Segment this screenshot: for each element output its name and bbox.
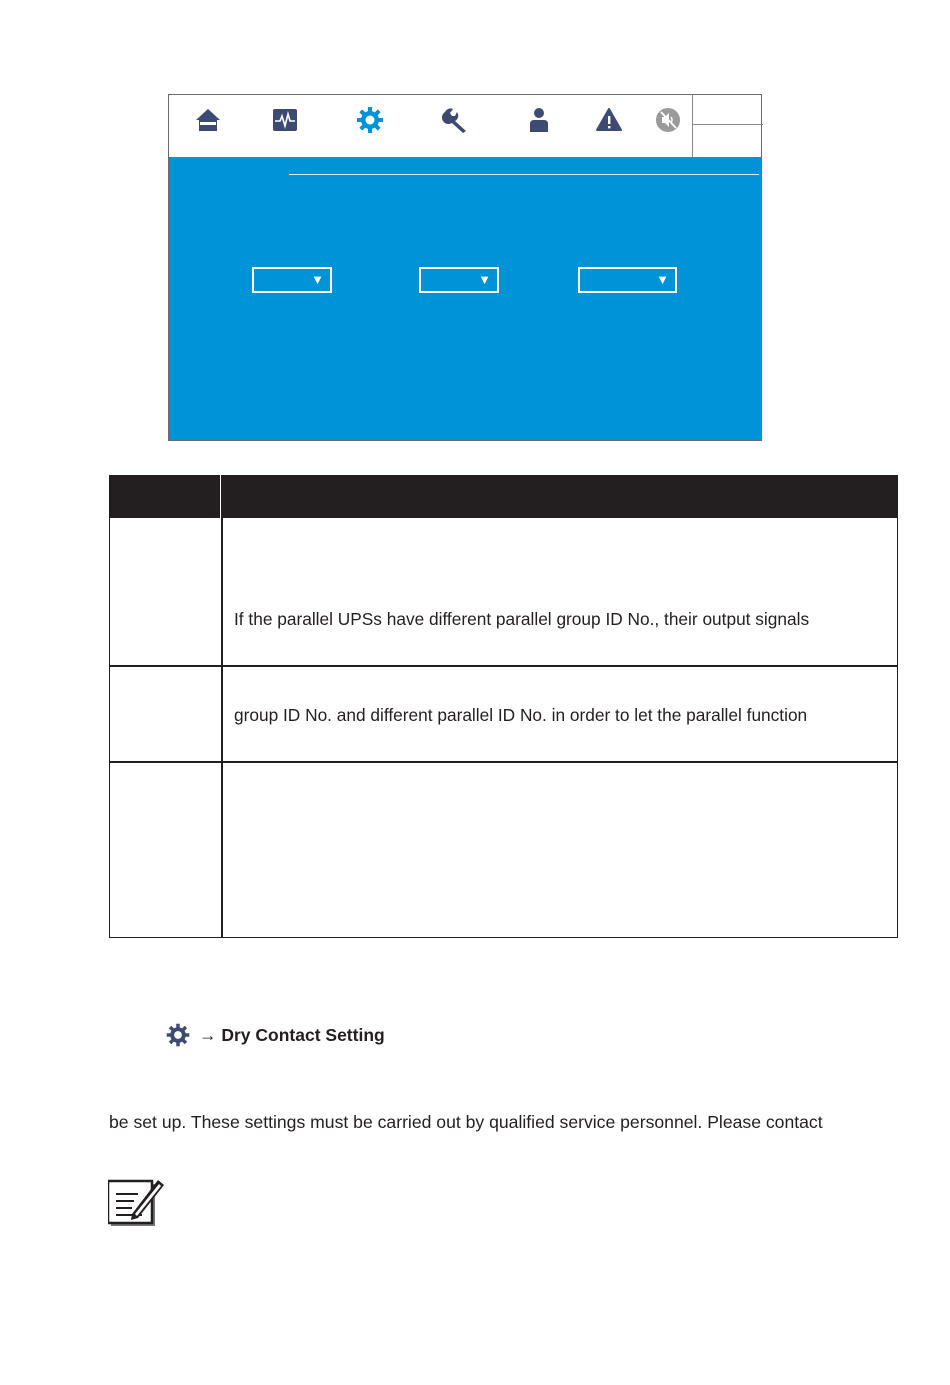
chevron-down-icon: ▼ (478, 272, 491, 287)
maintenance-icon[interactable] (440, 105, 470, 135)
lcd-screen (168, 94, 762, 441)
column-divider (221, 518, 223, 937)
dropdown-3[interactable] (578, 267, 677, 293)
table-body (109, 518, 898, 938)
settings-icon (165, 1022, 191, 1048)
table-row-2-text: group ID No. and different parallel ID No. in order to let the parallel function (234, 705, 808, 725)
user-icon[interactable] (524, 105, 554, 135)
dropdown-1[interactable] (252, 267, 332, 293)
settings-icon[interactable] (355, 105, 385, 135)
settings-table (109, 475, 898, 938)
row-divider (110, 761, 897, 763)
home-icon[interactable] (193, 105, 223, 135)
topbar-divider (692, 95, 693, 157)
note-icon (108, 1176, 168, 1228)
table-header (109, 475, 898, 518)
dropdown-2[interactable] (419, 267, 499, 293)
mute-icon[interactable] (653, 105, 683, 135)
topbar-divider-horizontal (693, 124, 763, 125)
section-title: → Dry Contact Setting (199, 1024, 385, 1045)
chevron-down-icon: ▼ (656, 272, 669, 287)
monitor-icon[interactable] (270, 105, 300, 135)
chevron-down-icon: ▼ (311, 272, 324, 287)
header-divider (220, 475, 221, 518)
body-paragraph: be set up. These settings must be carried out by qualified service personnel. Please contact (109, 1112, 823, 1132)
section-heading (165, 1020, 385, 1050)
top-navigation-bar (169, 95, 761, 157)
warning-icon[interactable] (594, 105, 624, 135)
settings-panel (169, 157, 761, 440)
table-row-1-text: If the parallel UPSs have different parallel group ID No., their output signals (234, 609, 810, 629)
row-divider (110, 665, 897, 667)
panel-underline (289, 174, 759, 175)
